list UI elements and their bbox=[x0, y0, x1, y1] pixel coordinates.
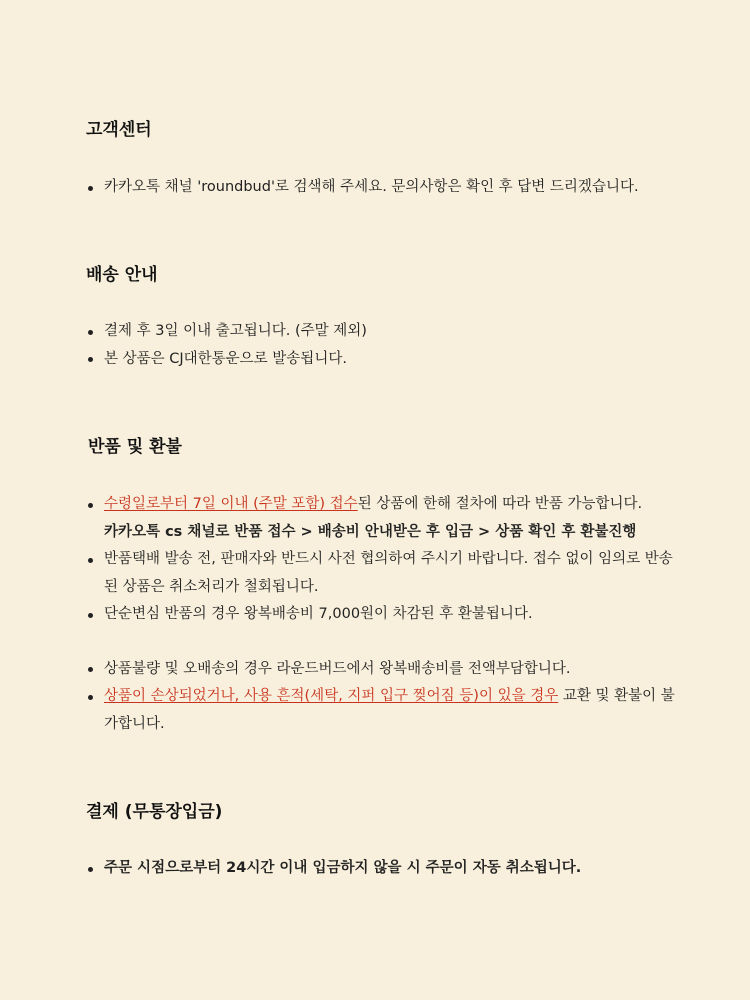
list-item: 단순변심 반품의 경우 왕복배송비 7,000원이 차감된 후 환불됩니다. bbox=[86, 601, 686, 629]
return-period-highlight: 수령일로부터 7일 이내 (주말 포함) 접수 bbox=[104, 496, 358, 512]
list-item: 결제 후 3일 이내 출고됩니다. (주말 제외) bbox=[86, 318, 686, 346]
section-title-shipping: 배송 안내 bbox=[86, 265, 158, 285]
list-item bbox=[86, 491, 686, 519]
return-procedure: 카카오톡 cs 채널로 반품 접수 > 배송비 안내받은 후 입금 > 상품 확인 후 환불진행 bbox=[104, 523, 637, 540]
shipping-list bbox=[86, 318, 686, 373]
list-item: 본 상품은 CJ대한통운으로 발송됩니다. bbox=[86, 346, 686, 374]
section-title-customer-center: 고객센터 bbox=[86, 120, 152, 140]
return-period-rest: 된 상품에 한해 절차에 따라 반품 가능합니다. bbox=[357, 496, 643, 512]
returns-list bbox=[86, 491, 686, 738]
damage-condition-highlight: 상품이 손상되었거나, 사용 흔적(세탁, 지퍼 입구 찢어짐 등)이 있을 경우 bbox=[104, 688, 559, 704]
section-title-returns: 반품 및 환불 bbox=[88, 437, 182, 457]
list-item bbox=[86, 683, 686, 738]
list-item: 반품택배 발송 전, 판매자와 반드시 사전 협의하여 주시기 바랍니다. 접수 없이 임의로 반송된 상품은 취소처리가 철회됩니다. bbox=[86, 546, 686, 601]
list-item: 주문 시점으로부터 24시간 이내 입금하지 않을 시 주문이 자동 취소됩니다. bbox=[86, 855, 686, 883]
list-item: 카카오톡 채널 'roundbud'로 검색해 주세요. 문의사항은 확인 후 답변 드리겠습니다. bbox=[86, 174, 686, 202]
section-title-payment: 결제 (무통장입금) bbox=[86, 802, 223, 822]
list-item: 상품불량 및 오배송의 경우 라운드버드에서 왕복배송비를 전액부담합니다. bbox=[86, 656, 686, 684]
damage-condition-rest: 교환 및 환불이 불가합니다. bbox=[104, 688, 675, 732]
payment-list bbox=[86, 855, 686, 883]
customer-center-list bbox=[86, 174, 686, 202]
